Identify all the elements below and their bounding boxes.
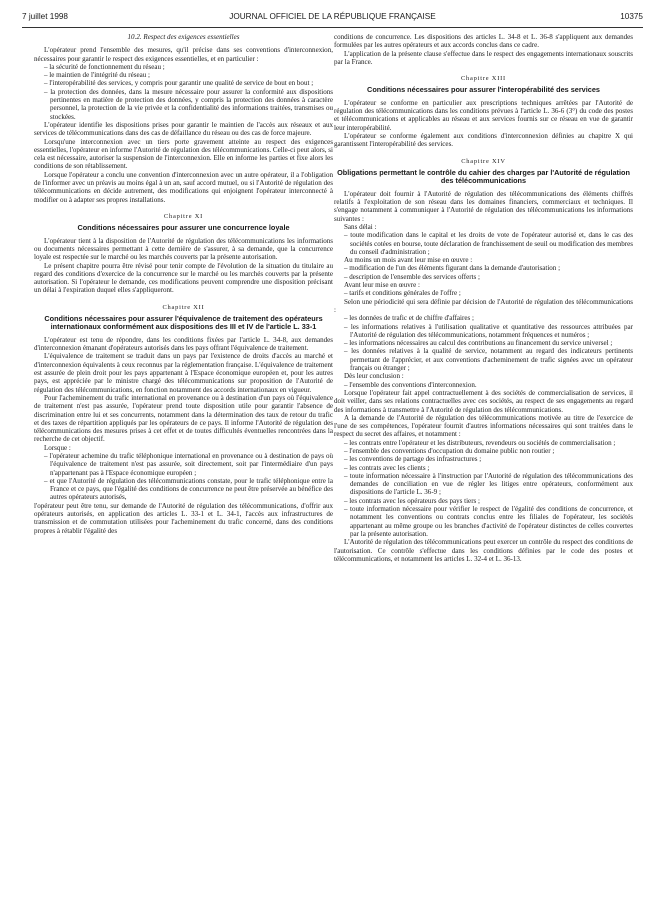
list-item: – les conventions de partage des infrastructures ; xyxy=(344,455,482,464)
paragraph: L'opérateur est tenu de répondre, dans les conditions fixées par l'article L. 34-8, aux demandes d'interconnexion émanant d'opérateurs autorisés dans les pays offrant l'équivalence de traitement. xyxy=(34,335,333,353)
list-item: – l'opérateur achemine du trafic téléphonique international en provenance ou à destination de pays où l'équivalence de traitement n'est pas assurée, soit directement, soit par l'intermédiaire d'un pays n'appartenant pas à l'Espace économique européen ; xyxy=(44,451,333,477)
right-column xyxy=(334,33,633,563)
paragraph: Lorsque l'opérateur fait appel contractuellement à des sociétés de commercialisation de services, il doit veiller, dans ses relations contractuelles avec ces sociétés, au respect de ses engagements au regard des informations à transmettre à l'Autorité de régulation des télécommunications. xyxy=(334,388,633,414)
paragraph: L'opérateur tient à la disposition de l'Autorité de régulation des télécommunications les informations ou documents nécessaires permettant à cette dernière de s'assurer, à sa demande, que la concurrence loyale est respectée sur le marché ou les marchés couverts par la présente autorisation. xyxy=(34,236,333,262)
paragraph: Lorsqu'une interconnexion avec un tiers porte gravement atteinte au respect des exigences essentielles, l'opérateur en informe l'Autorité de régulation des télécommunications. Celle-ci peut alors, si cela est nécessaire, autoriser la suspension de l'interconnexion. Elle en informe les parties et fixe alors les conditions de son rétablissement. xyxy=(34,137,333,171)
chapter-label-xii: Chapitre XII xyxy=(162,303,205,311)
chapter-label-xiii: Chapitre XIII xyxy=(460,75,506,83)
chapter-title-xii: Conditions nécessaires pour assurer l'équivalence de traitement des opérateurs internationaux conformément aux dispositions des III et IV de l'article L. 33-1 xyxy=(44,314,323,332)
chapter-title-xi: Conditions nécessaires pour assurer une concurrence loyale xyxy=(77,223,290,233)
paragraph: L'opérateur doit fournir à l'Autorité de régulation des télécommunications des éléments chiffrés relatifs à l'exploitation de son réseau dans les domaines financiers, commerciaux et techniques. Il s'engage notamment à communiquer à l'Autorité de régulation des télécommunications les informations suivantes : xyxy=(334,189,633,223)
list-item: – tarifs et conditions générales de l'offre ; xyxy=(344,289,461,298)
paragraph: L'opérateur se conforme en particulier aux prescriptions techniques arrêtées par l'Autorité de régulation des télécommunications dans les conditions prévues à l'article L. 36-6 (3°) du code des postes et télécommunications et applicables au réseau et aux services fournis sur ce réseau en vue de garantir leur interopérabilité. xyxy=(334,98,633,132)
paragraph: L'opérateur prend l'ensemble des mesures, qu'il précise dans ses conventions d'interconnexion, nécessaires pour garantir le respect des exigences essentielles, et en particulier : xyxy=(34,46,333,63)
paragraph: Sans délai : xyxy=(344,222,377,231)
page-header xyxy=(22,12,643,26)
list-item: – la protection des données, dans la mesure nécessaire pour assurer la conformité aux dispositions pertinentes en matière de protection des données, y compris la protection des données à caractère personnel, la protection de la vie privée et la confidentialité des informations traitées, transmises ou stockées. xyxy=(44,87,333,121)
list-item: – les contrats avec les opérateurs des pays tiers ; xyxy=(344,496,480,505)
paragraph: L'opérateur identifie les dispositions prises pour garantir le maintien de l'accès aux réseaux et aux services de télécommunications dans des cas de défaillance du réseau ou des cas de force majeure. xyxy=(34,120,333,138)
paragraph: Lorsque l'opérateur a conclu une convention d'interconnexion avec un autre opérateur, il a l'obligation de l'informer avec un préavis au moins égal à un an, sauf accord mutuel, ou si l'Autorité de régulation des télécommunications en décide autrement, des modifications qui enjoignent l'opérateur interconnecté à modifier ou à adapter ses propres installations. xyxy=(34,170,333,204)
list-item: – l'interopérabilité des services, y compris pour garantir une qualité de service de bout en bout ; xyxy=(44,79,314,88)
list-item: – la sécurité de fonctionnement du réseau ; xyxy=(44,62,165,71)
list-item: – toute information nécessaire pour vérifier le respect de l'égalité des conditions de concurrence, et notamment les conventions ou contrats conclus entre les filiales de l'opérateur, les sociétés appartenant au même groupe ou les branches d'activité de l'opérateur distinctes de celles couvertes par la présente autorisation. xyxy=(344,505,633,538)
chapter-title-xiii: Conditions nécessaires pour assurer l'interopérabilité des services xyxy=(367,85,600,95)
paragraph: L'Autorité de régulation des télécommunications peut exercer un contrôle du respect des conditions de l'autorisation. Ce contrôle s'effectue dans les conditions définies par le code des postes et télécommunications, et notamment les articles L. 32-4 et L. 36-13. xyxy=(334,538,633,563)
list-item: – les contrats entre l'opérateur et les distributeurs, revendeurs ou sociétés de commercialisation ; xyxy=(344,438,616,447)
paragraph: A la demande de l'Autorité de régulation des télécommunications motivée au titre de l'exercice de l'une de ses compétences, l'opérateur fournit d'autres informations nécessaires qui sont traitées dans le respect du secret des affaires, et notamment : xyxy=(334,413,633,439)
list-item: – toute information nécessaire à l'instruction par l'Autorité de régulation des télécommunications des demandes de conciliation en vue de régler les litiges entre opérateurs, conformément aux dispositions de l'article L. 36-9 ; xyxy=(344,471,633,497)
list-item: – l'ensemble des conventions d'occupation du domaine public non routier ; xyxy=(344,446,555,455)
list-item: – les contrats avec les clients ; xyxy=(344,463,430,472)
header-rule xyxy=(22,27,643,28)
list-item: – l'ensemble des conventions d'interconnexion. xyxy=(344,380,477,389)
list-item: – les informations nécessaires au calcul des contributions au financement du service universel ; xyxy=(344,339,613,348)
list-item: – modification de l'un des éléments figurant dans la demande d'autorisation ; xyxy=(344,264,561,273)
paragraph: conditions de concurrence. Les dispositions des articles L. 34-8 et L. 36-8 s'appliquent aux demandes formulées par les autres opérateurs et aux accords conclus dans ce cadre. xyxy=(334,33,633,50)
list-item: – les données de trafic et de chiffre d'affaires ; xyxy=(344,314,474,323)
paragraph: L'opérateur se conforme également aux conditions d'interconnexion définies au chapitre X qui garantissent l'interopérabilité des services. xyxy=(334,132,633,149)
paragraph: Lorsque : xyxy=(44,443,71,452)
paragraph: Dès leur conclusion : xyxy=(344,372,404,381)
list-item: – et que l'Autorité de régulation des télécommunications constate, pour le trafic téléphonique entre la France et ce pays, que l'égalité des conditions de concurrence ne peut être préservée au bénéfice des autres opérateurs autorisés, xyxy=(44,476,333,502)
chapter-title-xiv: Obligations permettant le contrôle du cahier des charges par l'Autorité de régulation des télécommunications xyxy=(337,167,630,186)
paragraph: Le présent chapitre pourra être révisé pour tenir compte de l'évolution de la situation du titulaire au regard des conditions d'exercice de la concurrence sur le marché ou les marchés couverts par la présente autorisation. Si l'opérateur le demande, ces modifications peuvent comprendre une disposition précisant un délai à l'expiration duquel elles s'appliqueront. xyxy=(34,261,333,295)
list-item: – toute modification dans le capital et les droits de vote de l'opérateur autorisé et, dans le cas des sociétés cotées en bourse, toute déclaration de franchissement de seuil ou modification des membres du conseil d'administration ; xyxy=(344,231,633,256)
list-item: – les informations relatives à l'utilisation qualitative et quantitative des ressources attribuées par l'Autorité de régulation des télécommunications, notamment fréquences et numéros ; xyxy=(344,322,633,339)
chapter-label-xi: Chapitre XI xyxy=(163,212,204,220)
paragraph: L'équivalence de traitement se traduit dans un pays par l'existence de droits d'accès au marché et d'interconnexion équivalents à ceux reconnus par la réglementation française. L'équivalence de traitement est assurée de plein droit pour les pays appartenant à l'Espace économique européen et, pour les autres pays, est appréciée par le ministre chargé des télécommunications sur proposition de l'Autorité de régulation des télécommunications, en fonction notamment des accords internationaux en vigueur. xyxy=(34,352,333,394)
list-item: – le maintien de l'intégrité du réseau ; xyxy=(44,71,150,80)
header-journal-title: JOURNAL OFFICIEL DE LA RÉPUBLIQUE FRANÇAISE xyxy=(229,12,436,21)
paragraph: Au moins un mois avant leur mise en œuvre : xyxy=(344,256,473,265)
header-page-number: 10375 xyxy=(620,12,643,21)
paragraph: Avant leur mise en œuvre : xyxy=(344,281,420,290)
header-date: 7 juillet 1998 xyxy=(22,12,68,21)
section-heading-10-2: 10.2. Respect des exigences essentielles xyxy=(127,33,240,41)
paragraph: Pour l'acheminement du trafic international en provenance ou à destination d'un pays où l'équivalence de traitement n'est pas assurée, l'opérateur prend toute disposition utile pour garantir l'absence de discrimination entre lui et ses concurrents, notamment dans la détermination des taux de retour du trafic et des taxes de répartition appliqués par les opérateurs de ce pays. Il informe l'Autorité de régulation des télécommunications des mesures prises à cet effet et de toutes difficultés éventuelles rencontrées dans la recherche de cet objectif. xyxy=(34,393,333,444)
left-column xyxy=(34,33,333,535)
paragraph: L'application de la présente clause s'effectue dans le respect des engagements internationaux souscrits par la France. xyxy=(334,49,633,66)
chapter-label-xiv: Chapitre XIV xyxy=(461,157,506,165)
paragraph: Selon une périodicité qui sera définie par décision de l'Autorité de régulation des télécommunications : xyxy=(334,297,633,314)
paragraph: l'opérateur peut être tenu, sur demande de l'Autorité de régulation des télécommunications, d'offrir aux opérateurs autorisés, en application des articles L. 33-1 et L. 34-1, l'accès aux infrastructures de transmission et de commutation utilisées pour l'acheminement du trafic concerné, dans des conditions propres à rétablir l'égalité des xyxy=(34,501,333,535)
list-item: – les données relatives à la qualité de service, notamment au regard des indicateurs pertinents permettant de l'apprécier, et aux conventions d'acheminement de trafic signées avec un opérateur français ou étranger ; xyxy=(344,347,633,373)
list-item: – description de l'ensemble des services offerts ; xyxy=(344,272,480,281)
